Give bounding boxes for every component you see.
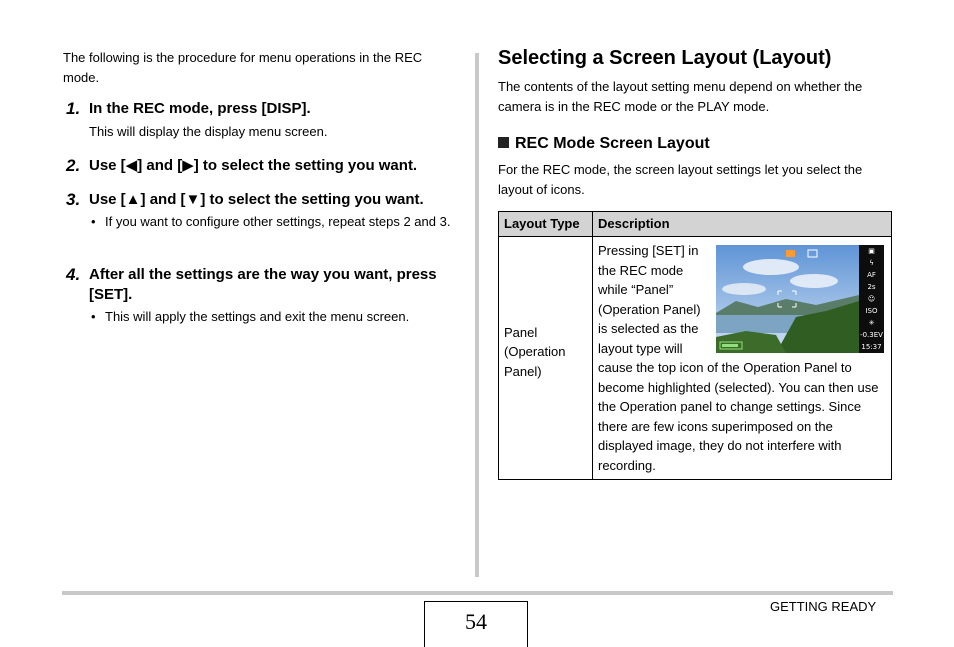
subheading (498, 135, 710, 153)
step-number: 1. (66, 99, 81, 118)
bullet-text: This will apply the settings and exit the menu screen. (105, 309, 410, 324)
panel-ev: -0.3EV (860, 331, 883, 339)
step-description: This will display the display menu screen. (89, 124, 328, 139)
step-text: Use [◀] and [▶] to select the setting you want. (89, 157, 418, 174)
header-description: Description (593, 212, 892, 237)
section-title: Selecting a Screen Layout (Layout) (498, 47, 832, 69)
subheading-intro: For the REC mode, the screen layout settings let you select the layout of icons. (498, 162, 863, 197)
image-size-icon: ▣ (868, 247, 875, 255)
step-number: 2. (66, 156, 81, 175)
step-text: In the REC mode, press [DISP]. (89, 100, 311, 117)
layout-table (498, 211, 892, 480)
table-row (499, 237, 892, 480)
table-header-row (499, 212, 892, 237)
section-intro: The contents of the layout setting menu depend on whether the camera is in the REC mode or the PLAY mode. (498, 79, 863, 114)
bullet-dot: • (91, 214, 96, 229)
subheading-text: REC Mode Screen Layout (515, 135, 710, 152)
panel-time: 15:37 (861, 343, 882, 351)
step-number: 3. (66, 190, 81, 209)
operation-panel (859, 245, 884, 353)
step-bullet (89, 212, 466, 232)
step-1 (66, 99, 466, 141)
camera-screen-image (716, 245, 884, 353)
bullet-text: If you want to configure other settings, repeat steps 2 and 3. (105, 214, 451, 229)
step-text: After all the settings are the way you want, press [SET]. (89, 266, 437, 303)
flash-icon: ϟ (869, 259, 874, 267)
section-label: GETTING READY (770, 599, 877, 614)
panel-af: AF (867, 271, 876, 279)
step-3 (66, 190, 466, 232)
step-4 (66, 265, 466, 327)
landscape-photo (716, 245, 859, 353)
header-layout-type: Layout Type (499, 212, 593, 237)
step-number: 4. (66, 265, 81, 284)
description-text: Pressing [SET] in the REC mode while “Panel” (Operation Panel) is selected as the layout type will cause the top icon of the Operation Panel to become highlighted (selected). You can then use the Operation panel to change settings. Since there are few icons superimposed on the displayed image, they do not interfere with recording. (598, 243, 879, 473)
description-cell (593, 237, 892, 480)
page-number: 54 (424, 601, 528, 647)
white-balance-icon: ✳ (868, 319, 875, 327)
step-bullet (89, 307, 466, 327)
intro-paragraph: The following is the procedure for menu operations in the REC mode. (63, 50, 423, 85)
panel-self-timer: 2s (867, 283, 876, 291)
bullet-dot: • (91, 309, 96, 324)
panel-iso: ISO (865, 307, 878, 315)
face-detect-icon: ☺ (867, 295, 876, 303)
layout-type-cell: Panel (Operation Panel) (499, 237, 593, 480)
footer-rule (62, 591, 893, 595)
step-text: Use [▲] and [▼] to select the setting you want. (89, 191, 424, 208)
step-2 (66, 156, 466, 176)
square-bullet-icon (498, 137, 509, 148)
column-divider (475, 53, 479, 577)
